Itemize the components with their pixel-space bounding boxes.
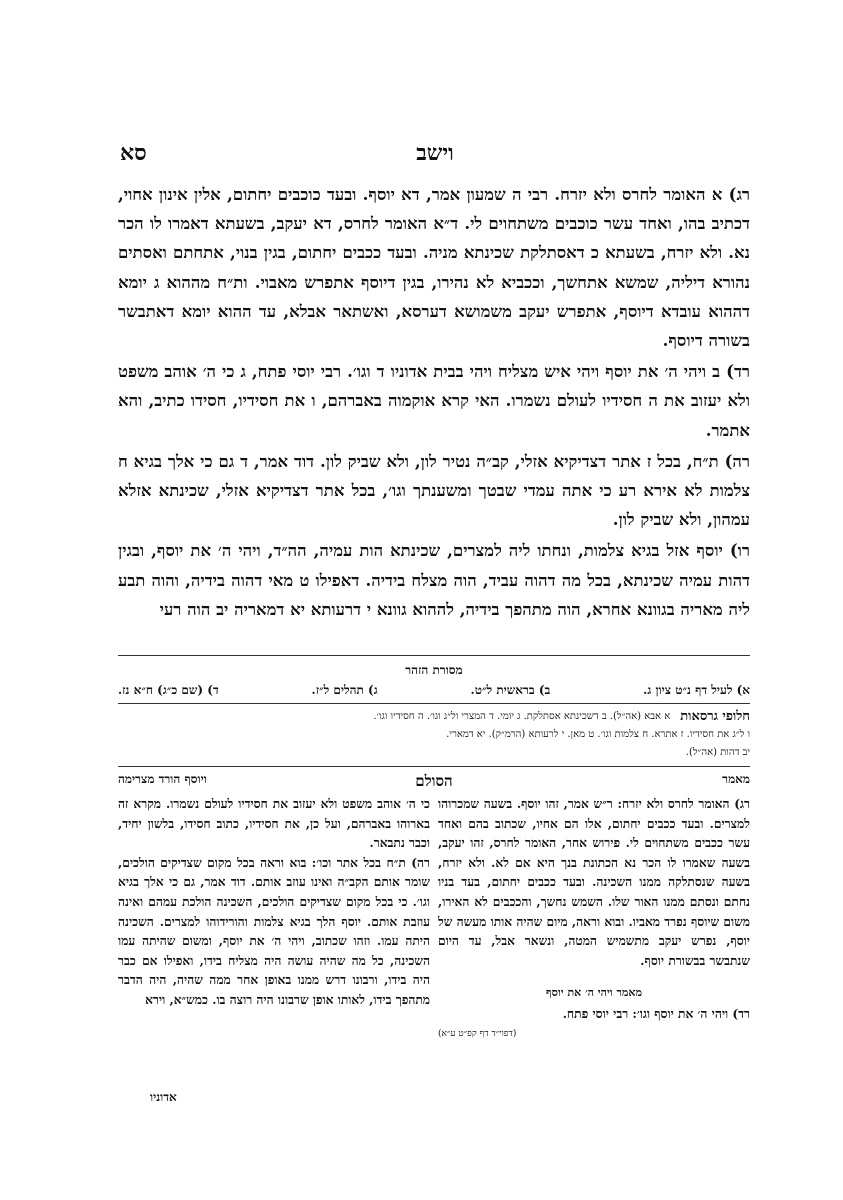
variants-line: א אבא (אה״ל). ב דשכינתא אסתלקת. ג יומי. ד המצרי ול״ג וגו׳. ה חסידיו וגו׳. <box>373 711 671 722</box>
sources-title: מסורת הזהר <box>405 663 463 677</box>
print-reference-note: (דפוי״ד דף קפ״ט ע״א) <box>438 1028 517 1039</box>
commentary-paragraph: כי ה׳ אוהב משפט ולא יעזוב את חסידיו לעולם נשמרו. מקרא זה בארוהו באברהם, ועל כן, את חסידיו, כתוב חסידו, בלשון יחיד, וכבר נתבאר. <box>118 797 430 851</box>
page-header <box>120 140 750 170</box>
variants-line: יב דהות (אה״ל). <box>685 747 750 758</box>
commentary-subtitle: מאמר ויהי ה׳ את יוסף <box>545 986 643 1000</box>
page-number: סא <box>120 140 147 166</box>
variants-block <box>118 708 750 762</box>
commentary-right-column <box>438 795 750 1044</box>
source-item: ג) תהלים ל״ז. <box>311 683 378 697</box>
commentary-paragraph: רה) ת״ח בכל אתר וכו׳: בוא וראה בכל מקום שצדיקים הולכים, שומר אותם הקב״ה ואינו עוזב אותם. דוד אמר, גם כי אלך בגיא וגו׳. כי בכל מקום שצדיקים הולכים, השכינה הולכת עמהם ואינה עוזבת אותם. יוסף הלך בגיא צלמות והורידוהו למצרים. השכינה היתה עמו. וזהו שכתוב, ויהי ה׳ את יוסף, ומשום שהיתה עמו השכינה, כל מה שהיה עושה היה מצליח בידו, ואפילו אם כבר היה בידו, ורבונו דרש ממנו באופן אחר ממה שהיה, היה הדבר מתהפך בידו, לאותו אופן שרבונו היה רוצה בו. כמש״א, וירא <box>118 855 430 1007</box>
source-item: ב) בראשית ל״ט. <box>470 683 551 697</box>
source-item: ד) (שם כ״ג) ח״א נז. <box>118 683 219 697</box>
source-item: א) לעיל דף נ״ט ציון ג. <box>643 683 750 697</box>
variants-title: חלופי גרסאות <box>680 709 750 724</box>
paragraph-rv: רו) יוסף אזל בגיא צלמות, ונחתו ליה למצרים, שכינתא הות עמיה, הה״ד, ויהי ה׳ את יוסף, ובגין דהות עמיה שכינתא, בכל מה דהוה עביד, הוה מצלח בידיה. דאפילו ט מאי דהוה בידיה, והוה תבע ליה מאריה בגוונא אחרא, הוה מתהפך בידיה, לההוא גוונא י דרעותא יא דמאריה יב הוה רעי <box>118 541 750 619</box>
commentary-header-right: מאמר <box>722 772 750 786</box>
commentary-header-left: ויוסף הורד מצרימה <box>118 772 207 786</box>
commentary-header <box>118 772 750 792</box>
commentary-title: הסולם <box>415 772 453 790</box>
divider-top <box>118 655 750 656</box>
parasha-title: וישב <box>416 140 454 166</box>
main-text <box>118 180 750 626</box>
commentary-left-column <box>118 795 430 1011</box>
paragraph-rg: רג) א האומר לחרס ולא יזרח. רבי ה שמעון אמר, דא יוסף. ובעד כוכבים יחתום, אלין אינון אחוי, דכתיב בהו, ואחד עשר כוכבים משתחוים לי. ד״א האומר לחרס, דא יעקב, בשעתא דאמרו לו הכר נא. ולא יזרח, בשעתא כ דאסתלקת שכינתא מניה. ובעד ככבים יחתום, בגין בנוי, אתחתם ואסתים נהורא דיליה, שמשא אתחשך, וככביא לא נהירו, בגין דיוסף אתפרש מאבוי. ות״ח מההוא ג יומא דההוא עובדא דיוסף, אתפרש יעקב משמושא דערסא, ואשתאר אבלא, עד ההוא יומא דאתבשר בשורה דיוסף. <box>118 185 750 351</box>
commentary-paragraph: רג) האומר לחרס ולא יזרח: ר״ש אמר, זהו יוסף. בשעה שמכרוהו למצרים. ובעד ככבים יחתום, אלו הם אחיו, שכתוב בהם ואחד עשר ככבים משתחוים לי. פירוש אחר, האומר לחרס, זהו יעקב, בשעה שאמרו לו הכר נא הכתונת בנך היא אם לא. ולא יזרח, בשעה שנסתלקה ממנו השכינה. ובעד ככבים יחתום, בעד בניו נחתם ונסתם ממנו האור שלו. השמש נחשך, והככבים לא האירו, משום שיוסף נפרד מאביו. ובוא וראה, מיום שהיה אותו מעשה של יוסף, נפרש יעקב מתשמיש המטה, ונשאר אבל, עד היום שנתבשר בבשורת יוסף. <box>438 797 750 968</box>
catchword: אדוניו <box>150 1090 177 1104</box>
paragraph-rd: רד) ב ויהי ה׳ את יוסף ויהי איש מצליח ויהי בבית אדוניו ד וגו׳. רבי יוסי פתח, ג כי ה׳ אוהב משפט ולא יעזוב את ה חסידיו לעולם נשמרו. האי קרא אוקמוה באברהם, ו את חסידיו, חסידו כתיב, והא אתמר. <box>118 362 750 440</box>
divider-variants <box>118 766 750 767</box>
paragraph-rh: רה) ת״ח, בכל ז אתר דצדיקיא אזלי, קב״ה נטיר לון, ולא שביק לון. דוד אמר, ד גם כי אלך בגיא ח צלמות לא אירא רע כי אתה עמדי שבטך ומשענתך וגו׳, בכל אתר דצדיקיא אזלי, שכינתא אזלא עמהון, ולא שביק לון. <box>118 451 750 530</box>
commentary-paragraph: רד) ויהי ה׳ את יוסף וגו׳: רבי יוסי פתח. <box>562 1006 750 1021</box>
divider-sources <box>118 703 750 704</box>
variants-line: ו ל״ג את חסידיו. ז אתרא. ח צלמות וגו׳. ט מאן. י לרעותא (הרמ״ק). יא דמארי. <box>446 729 750 740</box>
sources-list <box>118 683 750 698</box>
